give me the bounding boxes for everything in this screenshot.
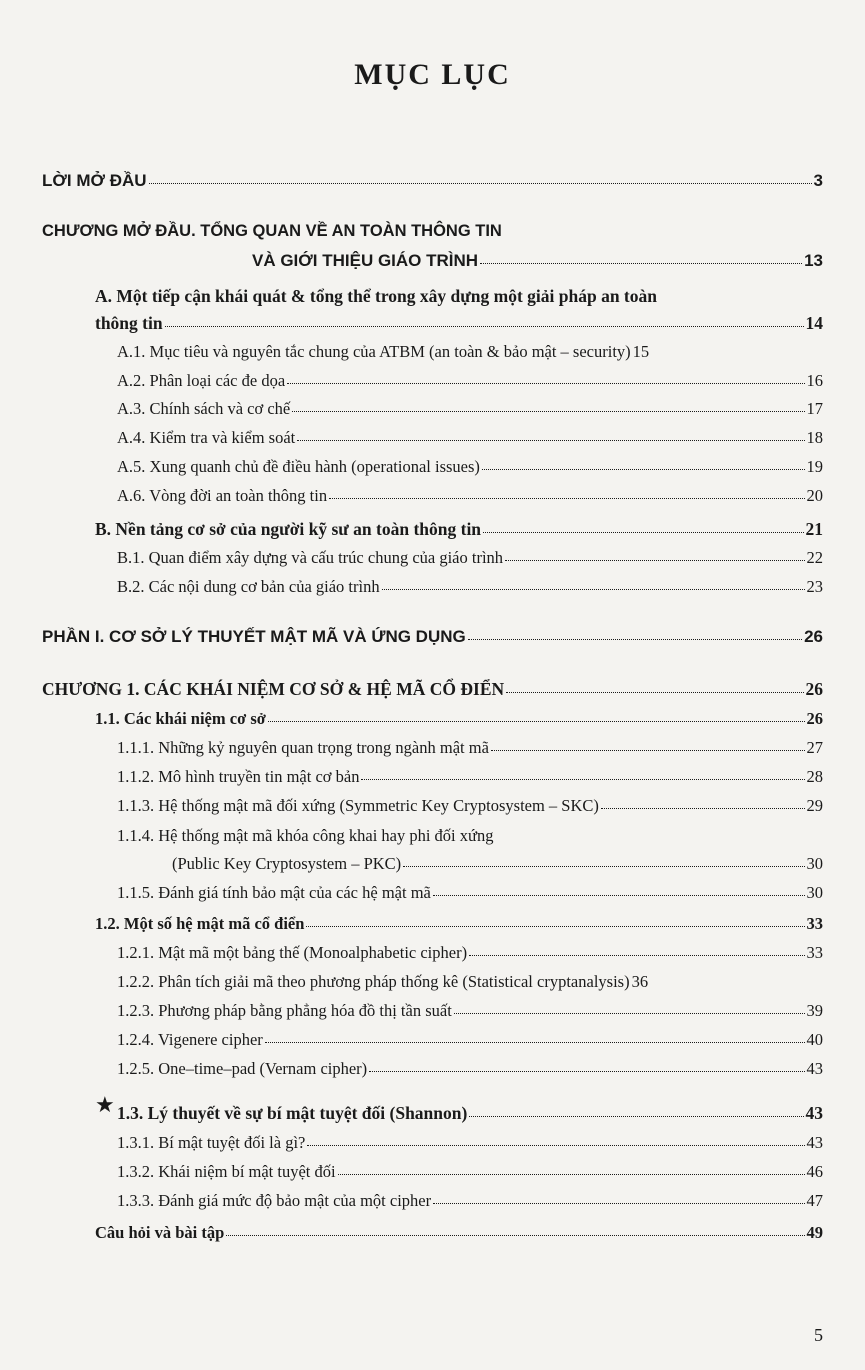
toc-entry-page: 15 (632, 342, 650, 361)
toc-entry-page: 49 (806, 1223, 823, 1242)
toc-entry-page: 23 (806, 577, 823, 596)
page-number: 5 (814, 1325, 823, 1345)
toc-entry-page: 43 (806, 1059, 823, 1078)
toc-entry-b2[interactable] (117, 576, 823, 598)
toc-entry-chapter-1[interactable] (42, 678, 823, 700)
star-icon: ★ (95, 1092, 115, 1117)
toc-entry-page: 19 (806, 457, 823, 476)
toc-entry-1-2-4[interactable] (117, 1029, 823, 1051)
toc-entry-1-1-2[interactable] (117, 766, 823, 788)
toc-entry-label: 1.1.3. Hệ thống mật mã đối xứng (Symmetric Key Cryptosystem – SKC) (117, 796, 599, 815)
toc-entry-1-2[interactable] (95, 913, 823, 935)
toc-entry-1-3-1[interactable] (117, 1132, 823, 1154)
toc-entry-a5[interactable] (117, 456, 823, 478)
toc-entry-preface[interactable] (42, 170, 823, 192)
toc-entry-1-2-3[interactable] (117, 1000, 823, 1022)
toc-entry-label: A.5. Xung quanh chủ đề điều hành (operational issues) (117, 457, 480, 476)
toc-entry-label-line1: 1.1.4. Hệ thống mật mã khóa công khai hay phi đối xứng (117, 826, 494, 845)
toc-entry-page: 16 (806, 371, 823, 390)
toc-entry-a6[interactable] (117, 485, 823, 507)
page-title: MỤC LỤC (354, 58, 511, 91)
toc-entry-a1[interactable] (117, 341, 823, 363)
toc-entry-label: LỜI MỞ ĐẦU (42, 171, 147, 190)
toc-entry-page: 30 (806, 883, 823, 902)
toc-entry-page: 33 (806, 914, 823, 933)
toc-entry-1-3[interactable] (117, 1102, 823, 1124)
toc-entry-page: 17 (806, 399, 823, 418)
toc-entry-page: 22 (806, 548, 823, 567)
toc-entry-1-1-1[interactable] (117, 737, 823, 759)
toc-entry-page: 13 (804, 251, 823, 270)
toc-entry-label: 1.3.3. Đánh giá mức độ bảo mật của một cipher (117, 1191, 432, 1210)
toc-entry-label: (Public Key Cryptosystem – PKC) (172, 854, 402, 873)
toc-entry-label: VÀ GIỚI THIỆU GIÁO TRÌNH (252, 251, 479, 270)
toc-entry-section-b[interactable] (95, 518, 823, 540)
toc-entry-label: 1.1.2. Mô hình truyền tin mật cơ bản (117, 767, 360, 786)
toc-entry-label: 1.2.3. Phương pháp bằng phẳng hóa đồ thị tần suất (117, 1001, 452, 1020)
toc-entry-label: A.3. Chính sách và cơ chế (117, 399, 291, 418)
toc-entry-1-3-3[interactable] (117, 1190, 823, 1212)
toc-entry-label: 1.3.2. Khái niệm bí mật tuyệt đối (117, 1162, 336, 1181)
toc-entry-page: 20 (806, 486, 823, 505)
toc-entry-label: CHƯƠNG 1. CÁC KHÁI NIỆM CƠ SỞ & HỆ MÃ CỔ ĐIỂN (42, 679, 505, 699)
toc-entry-label: 1.1.1. Những kỷ nguyên quan trọng trong ngành mật mã (117, 738, 489, 757)
toc-entry-page: 46 (806, 1162, 823, 1181)
toc-entry-1-2-1[interactable] (117, 942, 823, 964)
toc-entry-label: 1.2.1. Mật mã một bảng thế (Monoalphabetic cipher) (117, 943, 468, 962)
toc-entry-1-2-5[interactable] (117, 1058, 823, 1080)
toc-entry-label: A.6. Vòng đời an toàn thông tin (117, 486, 328, 505)
toc-entry-label: A.1. Mục tiêu và nguyên tắc chung của ATBM (an toàn & bảo mật – security) (117, 342, 631, 361)
toc-entry-label: 1.2.5. One–time–pad (Vernam cipher) (117, 1059, 368, 1078)
toc-entry-exercises[interactable] (95, 1222, 823, 1244)
toc-entry-page: 43 (806, 1133, 823, 1152)
toc-entry-label: Câu hỏi và bài tập (95, 1223, 225, 1242)
toc-entry-page: 26 (804, 627, 823, 646)
toc-entry-label-line1: CHƯƠNG MỞ ĐẦU. TỔNG QUAN VỀ AN TOÀN THÔNG TIN (42, 222, 502, 240)
toc-entry-1-1-5[interactable] (117, 882, 823, 904)
toc-entry-page: 30 (806, 854, 823, 873)
toc-entry-label: PHẦN I. CƠ SỞ LÝ THUYẾT MẬT MÃ VÀ ỨNG DỤNG (42, 627, 466, 646)
toc-entry-1-3-2[interactable] (117, 1161, 823, 1183)
toc-entry-a2[interactable] (117, 370, 823, 392)
toc-entry-page: 26 (805, 679, 823, 699)
toc-entry-1-1-3[interactable] (117, 795, 823, 817)
toc-entry-part-1[interactable] (42, 626, 823, 648)
toc-entry-label: 1.1. Các khái niệm cơ sở (95, 709, 266, 728)
toc-entry-page: 47 (806, 1191, 823, 1210)
toc-entry-page: 27 (806, 738, 823, 757)
toc-entry-page: 26 (806, 709, 823, 728)
toc-entry-page: 3 (813, 171, 823, 190)
toc-entry-a4[interactable] (117, 427, 823, 449)
toc-entry-section-a[interactable] (95, 312, 823, 334)
toc-entry-page: 40 (806, 1030, 823, 1049)
toc-entry-label-line1: A. Một tiếp cận khái quát & tổng thể trong xây dựng một giải pháp an toàn (95, 286, 657, 306)
toc-entry-label: A.4. Kiểm tra và kiểm soát (117, 428, 296, 447)
toc-entry-label: B.1. Quan điểm xây dựng và cấu trúc chung của giáo trình (117, 548, 504, 567)
toc-entry-page: 21 (805, 519, 823, 539)
toc-entry-label: B.2. Các nội dung cơ bản của giáo trình (117, 577, 380, 596)
toc-entry-intro-chapter[interactable] (252, 250, 823, 272)
toc-entry-page: 14 (805, 313, 823, 333)
toc-entry-1-2-2[interactable] (117, 971, 823, 993)
toc-entry-1-1-4[interactable] (172, 853, 823, 875)
toc-entry-label: 1.2.4. Vigenere cipher (117, 1030, 263, 1049)
toc-entry-page: 18 (806, 428, 823, 447)
toc-entry-page: 29 (806, 796, 823, 815)
toc-entry-label: B. Nền tảng cơ sở của người kỹ sư an toàn thông tin (95, 519, 482, 539)
toc-entry-label: 1.1.5. Đánh giá tính bảo mật của các hệ mật mã (117, 883, 431, 902)
toc-entry-page: 33 (806, 943, 823, 962)
toc-entry-1-1[interactable] (95, 708, 823, 730)
toc-entry-a3[interactable] (117, 398, 823, 420)
toc-entry-b1[interactable] (117, 547, 823, 569)
toc-entry-page: 39 (806, 1001, 823, 1020)
toc-entry-label: A.2. Phân loại các đe dọa (117, 371, 286, 390)
toc-entry-label: 1.3.1. Bí mật tuyệt đối là gì? (117, 1133, 306, 1152)
toc-entry-page: 36 (631, 972, 649, 991)
toc-entry-page: 28 (806, 767, 823, 786)
toc-entry-label: 1.2. Một số hệ mật mã cổ điển (95, 914, 305, 933)
toc-entry-label: 1.2.2. Phân tích giải mã theo phương pháp thống kê (Statistical cryptanalysis) (117, 972, 630, 991)
toc-entry-label: thông tin (95, 313, 163, 333)
toc-entry-page: 43 (805, 1103, 823, 1123)
toc-entry-label: 1.3. Lý thuyết về sự bí mật tuyệt đối (Shannon) (117, 1103, 468, 1123)
